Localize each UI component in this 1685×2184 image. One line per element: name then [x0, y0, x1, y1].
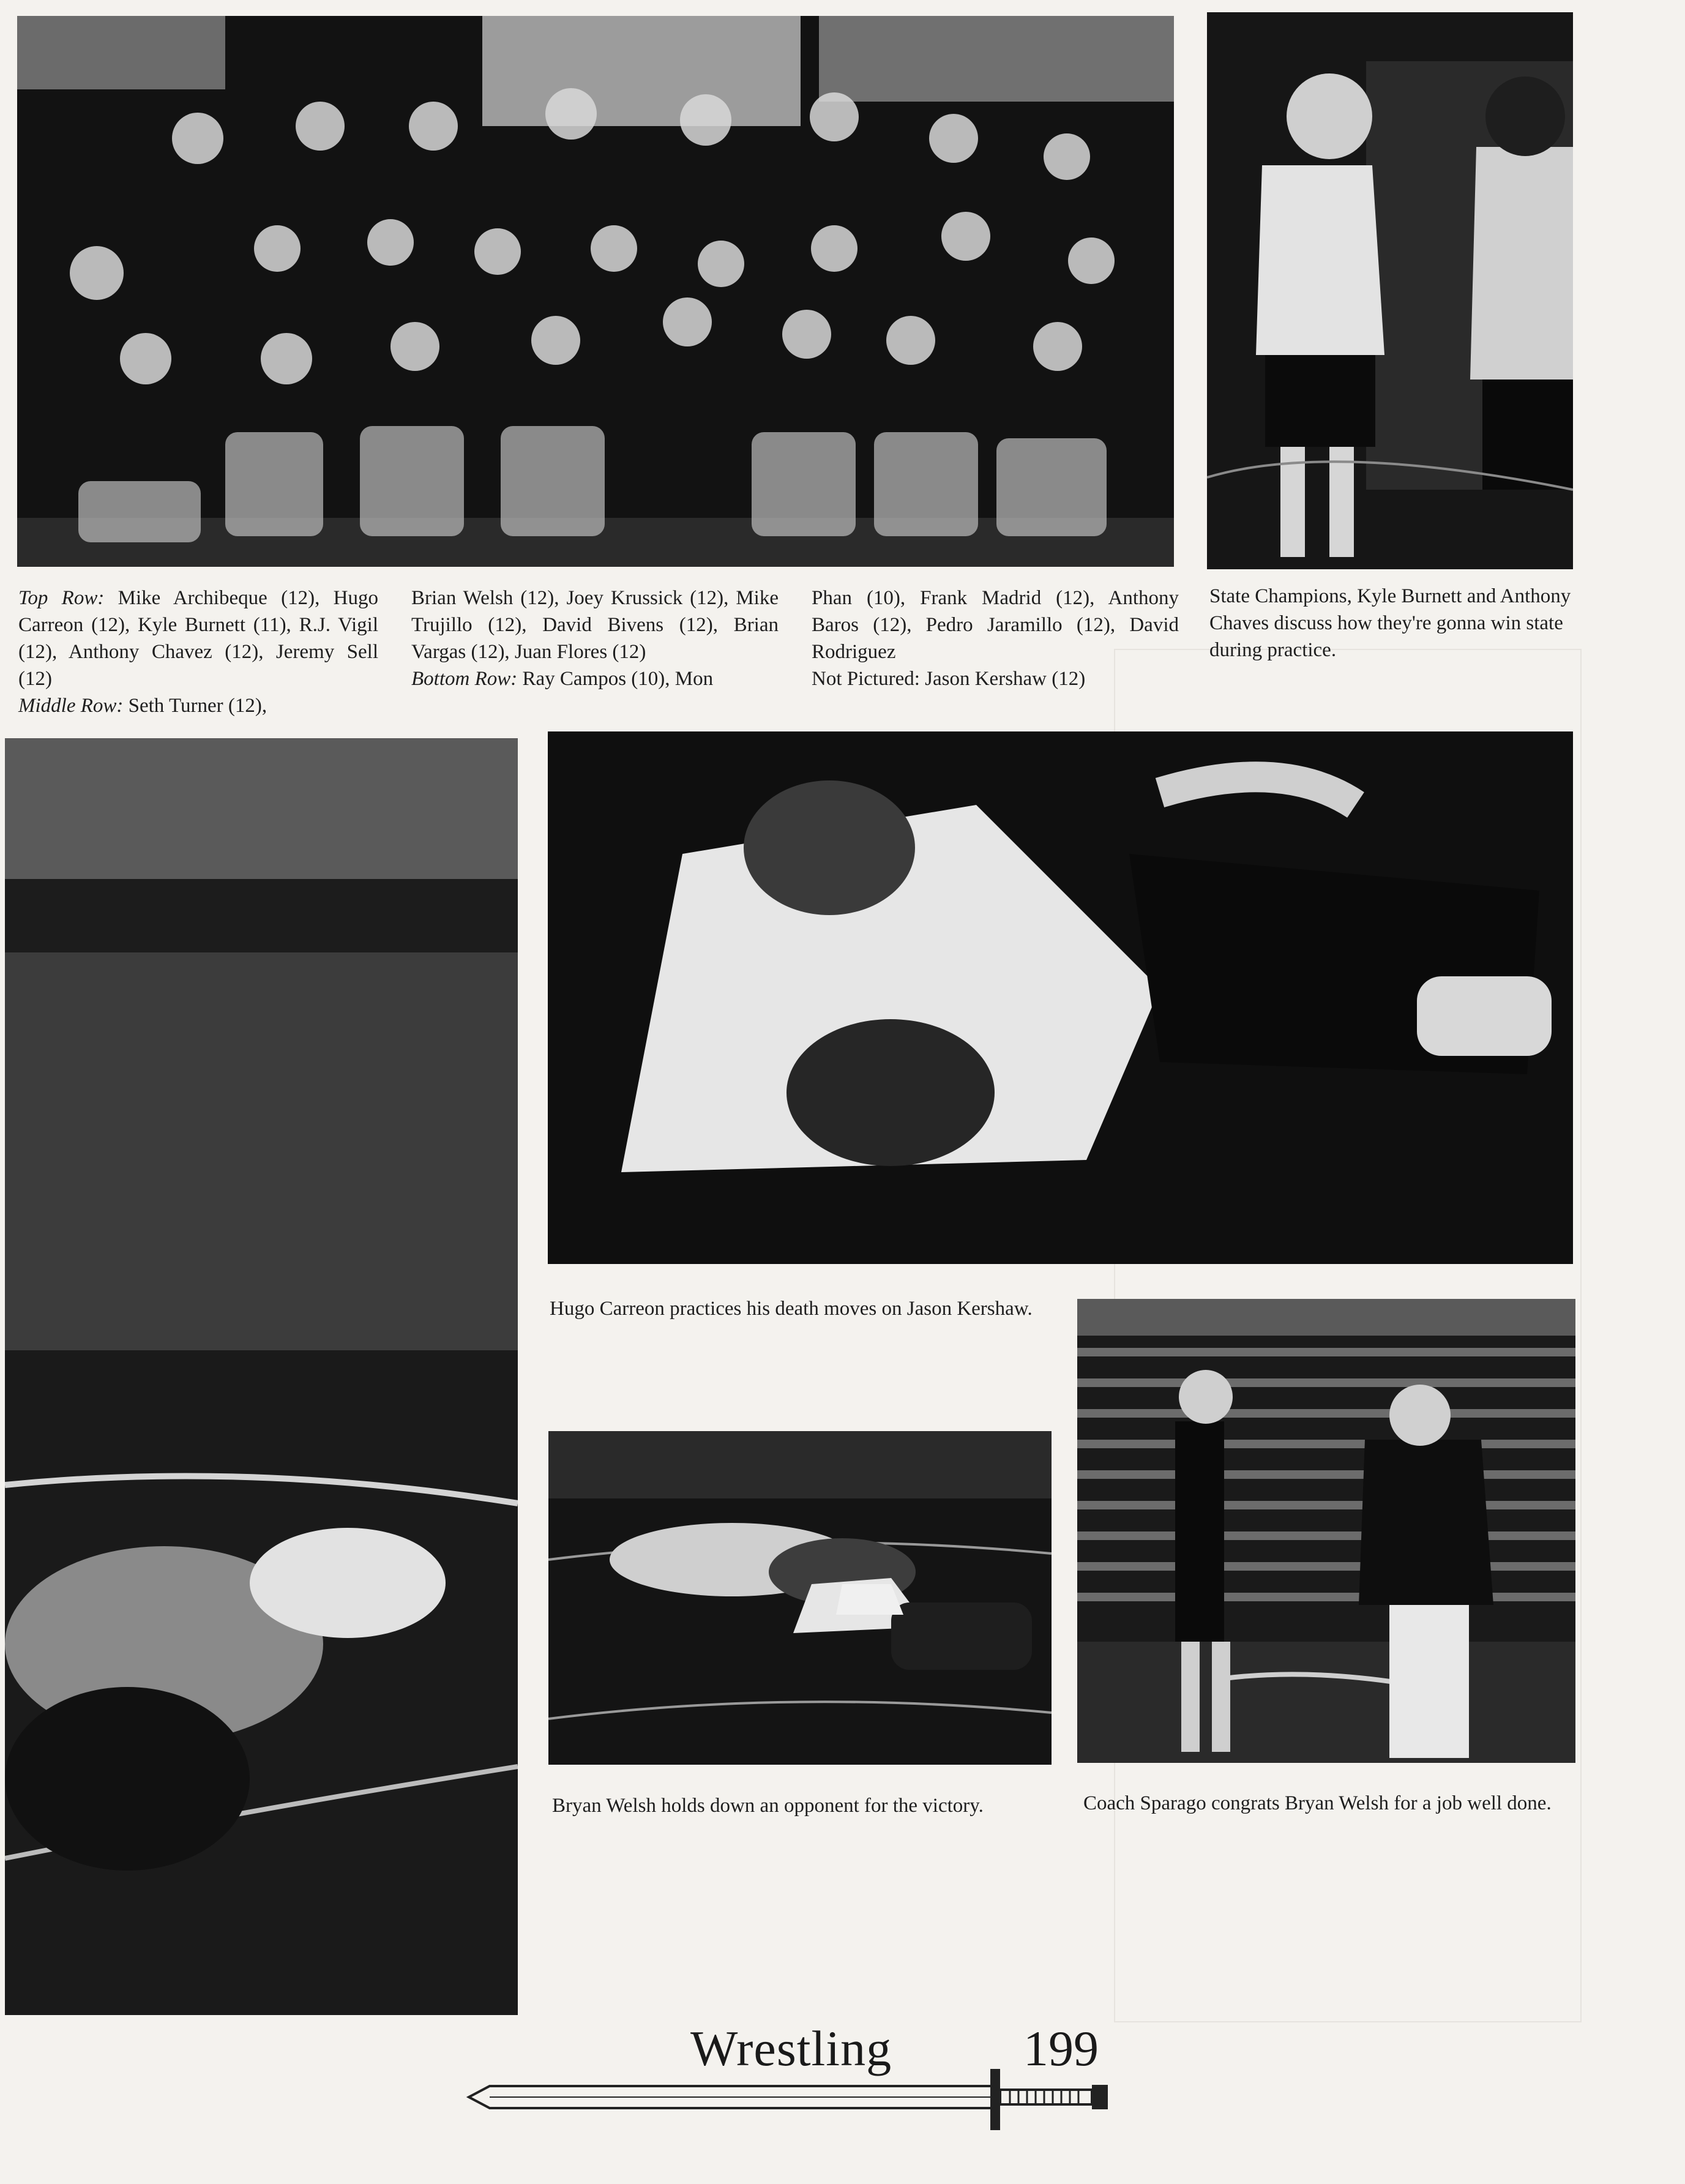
bryan-holds-photo: [548, 1431, 1052, 1765]
team-caption-col3: [812, 585, 1179, 692]
coach-congrats-photo: [1077, 1299, 1575, 1763]
state-champions-caption: State Champions, Kyle Burnett and Anthony Chaves discuss how they're gonna win state during practice.: [1209, 585, 1571, 661]
sword-divider-icon: [465, 2069, 1120, 2130]
middle-row-names: Seth Turner (12),: [123, 695, 267, 717]
team-caption-col2: [411, 585, 779, 692]
bottom-row-names-cont: Phan (10), Frank Madrid (12), Anthony Baros (12), Pedro Jaramillo (12), David Rodriguez: [812, 587, 1179, 663]
bottom-row-label: Bottom Row:: [411, 668, 518, 690]
top-row-names: Mike Archibeque (12), Hugo Carreon (12), Kyle Burnett (11), R.J. Vigil (12), Anthony Chavez (12), Jeremy Sell (12): [18, 587, 379, 690]
bryan-holds-caption: Bryan Welsh holds down an opponent for the victory.: [552, 1795, 984, 1817]
team-photo: [17, 16, 1174, 567]
bottom-row-names: Ray Campos (10), Mon: [517, 668, 714, 690]
section-title: Wrestling: [690, 2021, 892, 2076]
coach-caption: Coach Sparago congrats Bryan Welsh for a job well done.: [1083, 1792, 1552, 1814]
middle-row-names-cont: Brian Welsh (12), Joey Krussick (12), Mike Trujillo (12), David Bivens (12), Brian Vargas (12), Juan Flores (12): [411, 587, 779, 663]
top-row-label: Top Row:: [18, 587, 105, 609]
page-number: 199: [1023, 2021, 1099, 2076]
state-champions-photo: [1207, 12, 1573, 569]
middle-row-label: Middle Row:: [18, 695, 124, 717]
hugo-caption: Hugo Carreon practices his death moves on Jason Kershaw.: [550, 1298, 1033, 1320]
team-caption-col1: [18, 585, 378, 719]
not-pictured: Not Pictured: Jason Kershaw (12): [812, 668, 1086, 690]
feet-closeup-photo: [5, 738, 518, 2015]
hugo-practice-photo: [548, 731, 1573, 1264]
